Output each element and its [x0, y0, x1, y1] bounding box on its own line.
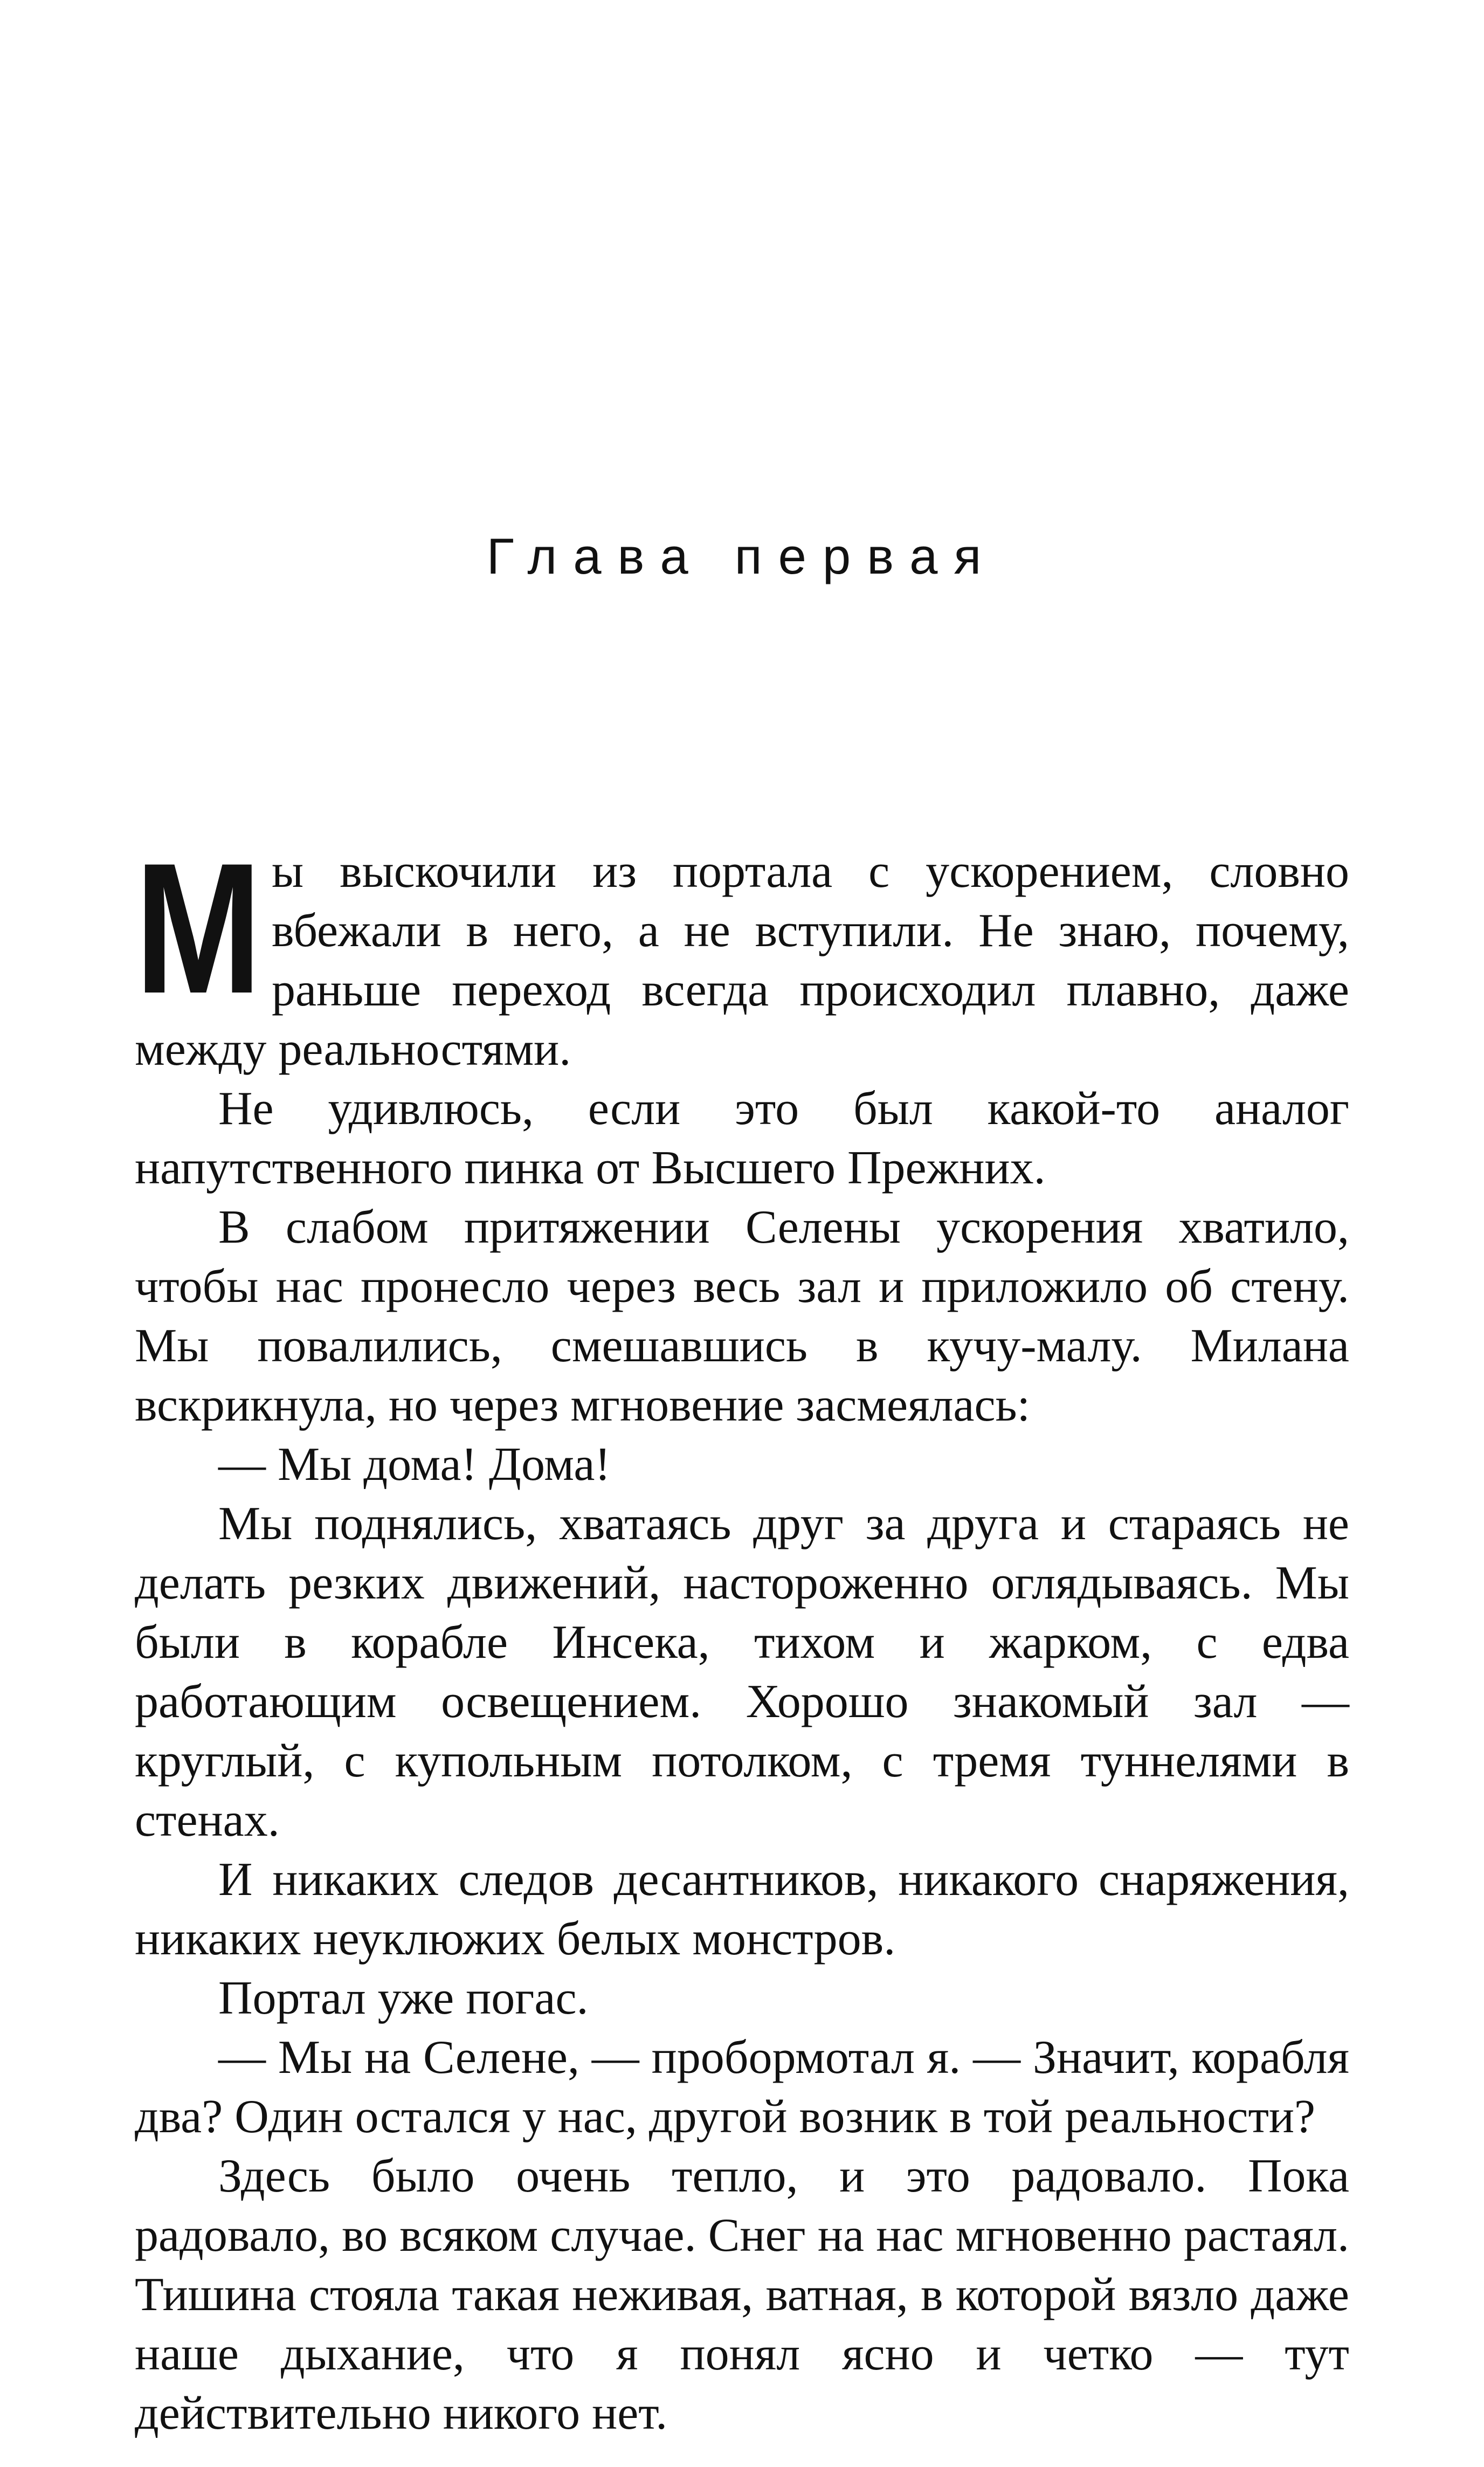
paragraph: Здесь было очень тепло, и это радовало. Пока радовало, во всяком случае. Снег на нас мгновенно растаял. Тишина стояла такая неживая, ватная, в которой вязло даже наше дыхание, что я понял ясно и четко — тут действительно никого нет.	[135, 2150, 1349, 2440]
paragraph: — Мы на Селене, — пробормотал я. — Значит, корабля два? Один остался у нас, другой возник в той реальности?	[135, 2031, 1349, 2143]
paragraph	[135, 825, 1349, 1079]
chapter-title: Глава первая	[486, 528, 998, 584]
paragraph: Портал уже погас.	[218, 1972, 589, 2024]
paragraph-text: ы выскочили из портала с ускорением, словно вбежали в него, а не вступили. Не знаю, почему, раньше переход всегда происходил плавно, даже между реальностями.	[135, 845, 1349, 1076]
paragraph: Не удивлюсь, если это был какой-то аналог напутственного пинка от Высшего Прежних.	[135, 1083, 1349, 1194]
drop-cap: М	[135, 825, 262, 1032]
body-text	[135, 825, 1349, 2443]
paragraph: В слабом притяжении Селены ускорения хватило, чтобы нас пронесло через весь зал и приложило об стену. Мы повалились, смешавшись в кучу-малу. Милана вскрикнула, но через мгновение засмеялась:	[135, 1201, 1349, 1431]
paragraph: Мы поднялись, хватаясь друг за друга и стараясь не делать резких движений, настороженно оглядываясь. Мы были в корабле Инсека, тихом и жарком, с едва работающим освещением. Хорошо знакомый зал — круглый, с купольным потолком, с тремя туннелями в стенах.	[135, 1498, 1349, 1846]
paragraph: И никаких следов десантников, никакого снаряжения, никаких неуклюжих белых монстров.	[135, 1853, 1349, 1965]
paragraph: — Мы дома! Дома!	[218, 1438, 611, 1491]
